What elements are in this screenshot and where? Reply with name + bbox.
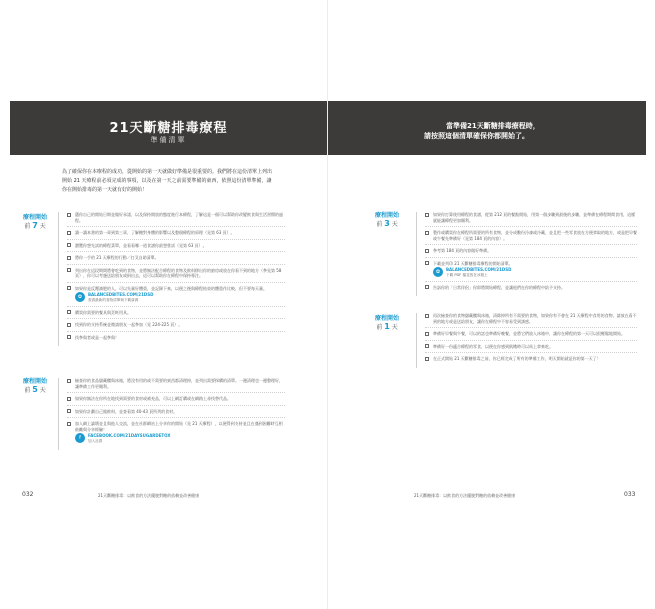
label-number: 5 — [32, 385, 38, 394]
label-prefix: 前 — [24, 223, 31, 230]
checkbox[interactable] — [67, 323, 71, 327]
checkbox[interactable] — [67, 213, 71, 217]
task-text: 準備好一份適合療程的零食，以便在你感到飢餓時可以馬上拿來吃。 — [433, 343, 553, 349]
task-text — [433, 261, 637, 278]
section-label-top: 療程開始 — [22, 214, 47, 221]
label-suffix: 天 — [39, 223, 46, 230]
checkbox[interactable] — [67, 286, 71, 290]
task-text: 製作或購買你在療程所需要的所有食物，並分成數份冷凍或冷藏，並且把一些零食放在方便拿取的地方，或是把早餐或午餐先準備好（見第 184 頁的內容）。 — [433, 230, 637, 241]
checkbox[interactable] — [425, 357, 429, 361]
list-item — [67, 286, 285, 307]
list-item — [67, 421, 285, 447]
balanced-bites-logo-icon: ✿ — [433, 267, 443, 277]
checkbox[interactable] — [67, 409, 71, 413]
label-suffix: 天 — [39, 387, 46, 394]
list-item — [425, 331, 637, 341]
promo-text: 加入社群 — [88, 439, 103, 443]
checkbox[interactable] — [425, 344, 429, 348]
checklist-3-days — [416, 212, 637, 296]
checkbox[interactable] — [425, 332, 429, 336]
task-text: 準備好早餐與午餐，可以的話也準備好晚餐，並將它們放入冰箱中，讓你在療程的第一天可以很輕鬆地開始。 — [433, 331, 625, 336]
task-text-main: 如果你是反覆減肥的人，可以先量好體重，並記錄下來，以便之後與療程結束的體重作比較，但不要每天量。 — [75, 285, 267, 291]
list-item — [67, 322, 285, 332]
list-item — [425, 230, 637, 245]
promo-url[interactable]: FACEBOOK.COM/21DAYSUGARDETOX — [88, 433, 171, 438]
page-title: 21天斷糖排毒療程 — [109, 121, 228, 136]
promo-link[interactable] — [75, 292, 285, 303]
checklist-7-days — [58, 212, 285, 346]
intro-paragraph: 為了確保你在本療程的成功，從開始的第一天就做好準備是很重要的。我們將在這份清單上列出開始 21 天療程前必須完成的事項，以及在第一天之前需要準備的東西，依照這份清單準備，讓你在開始排毒的第一天就有好的開始！ — [62, 169, 273, 193]
list-item — [67, 212, 285, 227]
facebook-icon: f — [75, 433, 85, 443]
list-item — [425, 313, 637, 328]
list-item — [425, 261, 637, 282]
page-number: 032 — [22, 491, 34, 498]
label-prefix: 前 — [376, 221, 383, 228]
checkbox[interactable] — [425, 249, 429, 253]
list-item — [67, 268, 285, 283]
promo-link[interactable] — [433, 267, 637, 278]
label-number: 3 — [384, 219, 390, 228]
checkbox[interactable] — [67, 268, 71, 272]
checkbox[interactable] — [67, 310, 71, 314]
checkbox[interactable] — [67, 379, 71, 383]
banner-text — [424, 121, 624, 141]
list-item — [425, 285, 637, 294]
left-page — [0, 0, 327, 609]
right-banner — [328, 101, 646, 155]
section-label-5-days — [20, 378, 50, 395]
label-suffix: 天 — [391, 221, 398, 228]
page-number: 033 — [624, 491, 636, 498]
checkbox[interactable] — [67, 335, 71, 339]
running-footer: 21天斷糖排毒：以飲食的方法擺脫對糖的依賴並改善健康 — [414, 493, 516, 498]
checkbox[interactable] — [425, 231, 429, 235]
banner-line: 請按照這個清單確保你都開始了。 — [424, 132, 529, 140]
section-label-3-days — [372, 212, 402, 229]
promo-link[interactable] — [75, 433, 285, 444]
checkbox[interactable] — [425, 314, 429, 318]
list-item — [67, 243, 285, 253]
task-text: 選你自己的開始日期並做好承諾，以及保持開放的態度進行本療程，了解這是一個可以幫助你改變飲食與生活習慣的過程。 — [75, 212, 283, 223]
checkbox[interactable] — [67, 231, 71, 235]
task-text: 告訴你的「日常伴侶」你即將開始療程，並讓他們在你的療程中給予支持。 — [433, 284, 565, 290]
promo-url[interactable]: BALANCEDBITES.COM/21DSD — [446, 267, 512, 272]
task-text: 將你一手的 21 天療程的行動／打叉自助清單。 — [75, 255, 159, 260]
task-text: 如果你計劃自己做飲料，並查看第 40-43 頁所列的食材。 — [75, 408, 178, 414]
checkbox[interactable] — [67, 256, 71, 260]
checkbox[interactable] — [425, 213, 429, 217]
checkbox[interactable] — [67, 422, 71, 426]
section-label-7-days — [20, 214, 50, 231]
promo-text: 下載 PDF 檔並放在冰箱上 — [446, 273, 488, 277]
checkbox[interactable] — [425, 285, 429, 289]
list-item — [425, 356, 637, 365]
list-item — [67, 378, 285, 393]
section-label-bottom — [20, 222, 50, 231]
label-number: 7 — [32, 221, 38, 230]
label-suffix: 天 — [391, 324, 398, 331]
list-item — [67, 310, 285, 320]
task-text: 讀一讀本書的第一章到第三章，了解糖對身體的影響以及整個療程的原理（見第 63 頁）。 — [75, 230, 235, 235]
task-text: 在正式開始 21 天斷糖排毒之前，你已經完成了所有的準備工作，明天開始就是你的第一天了！ — [433, 356, 601, 361]
list-item — [425, 212, 637, 227]
promo-text: 查看最新的食物清單與下載資源 — [88, 298, 139, 302]
right-page — [328, 0, 655, 609]
list-item — [67, 335, 285, 344]
task-text: 列出你在這段期間將會吃到的食物，並將無法配合療程的食物及飲料移出你的廚房或放在你看不到的地方（參見第 58 頁），你可以考慮送給朋友或捐出去，這可以幫助你在療程中保持專注。 — [75, 267, 282, 278]
task-text — [75, 421, 285, 444]
task-text: 瀏覽你想先試的療程菜單，並看看哪一道食譜你最想嘗試（見第 63 頁）。 — [75, 242, 207, 248]
task-text: 如果你打算使用療程的食譜，從第 212 頁的餐點開始，用第一個步驟到最後的步驟，並準備在療程期間食用，這樣就能讓療程更加順利。 — [433, 212, 636, 223]
section-label-top: 療程開始 — [22, 378, 47, 385]
task-text: 購買你需要的餐具與烹飪用具。 — [75, 309, 131, 315]
list-item — [67, 230, 285, 240]
section-label-top: 療程開始 — [374, 315, 399, 322]
task-text: 參考第 184 頁的內容做好準備。 — [433, 248, 492, 253]
checkbox[interactable] — [425, 261, 429, 265]
task-text: 找到你的支持系統並邀請朋友一起參加（見 224-225 頁）。 — [75, 322, 183, 327]
list-item — [425, 344, 637, 354]
section-label-bottom — [372, 220, 402, 229]
label-prefix: 前 — [376, 324, 383, 331]
task-text-main: 下載並列印 21 天斷糖排毒療程的開始清單。 — [433, 260, 513, 266]
label-number: 1 — [384, 322, 390, 331]
list-item — [67, 255, 285, 265]
task-text — [75, 286, 285, 303]
running-footer: 21天斷糖排毒：以飲食的方法擺脫對糖的依賴並改善健康 — [98, 493, 200, 498]
section-label-top: 療程開始 — [374, 212, 399, 219]
balanced-bites-logo-icon: ✿ — [75, 292, 85, 302]
section-label-bottom — [20, 386, 50, 395]
checklist-1-day — [416, 313, 637, 368]
section-label-bottom — [372, 323, 402, 332]
promo-url[interactable]: BALANCEDBITES.COM/21DSD — [88, 292, 154, 297]
list-item — [67, 409, 285, 419]
task-text: 檢查你的食品儲藏櫃與冰箱，將沒有用的或不需要的東西都清理掉，並列出需要採購的清單。一邊清理也一邊整理好，讓準備工作更順利。 — [75, 378, 283, 389]
page-subtitle: 準備清單 — [150, 136, 187, 144]
list-item — [67, 396, 285, 406]
left-banner — [10, 101, 327, 155]
task-text: 如果你無法在你所在地找到需要的食材或補充品，可以上網訂購或在網路上尋找替代品。 — [75, 396, 231, 401]
checklist-5-days — [58, 378, 285, 450]
checkbox[interactable] — [67, 397, 71, 401]
section-label-1-day — [372, 315, 402, 332]
banner-line: 當準備21天斷糖排毒療程時， — [446, 122, 540, 130]
checkbox[interactable] — [67, 243, 71, 247]
task-text-main: 加入網上論壇並且與他人交流，並在社群網站上分享你的開始（見 21 天療程），以便得到支持並且在遇到困難時互相鼓勵與分享經驗！ — [75, 421, 283, 432]
label-prefix: 前 — [24, 387, 31, 394]
list-item — [425, 248, 637, 258]
task-text: 找參與者或是一起參與！ — [75, 334, 119, 340]
task-text: 再次檢查你的食物儲藏櫃與冰箱，清除掉所有不需要的食物，如果你有不會在 21 天療程中食用的食物，請放在看不到的地方或是送給朋友，讓你在療程中不容易受到誘惑。 — [433, 313, 637, 324]
